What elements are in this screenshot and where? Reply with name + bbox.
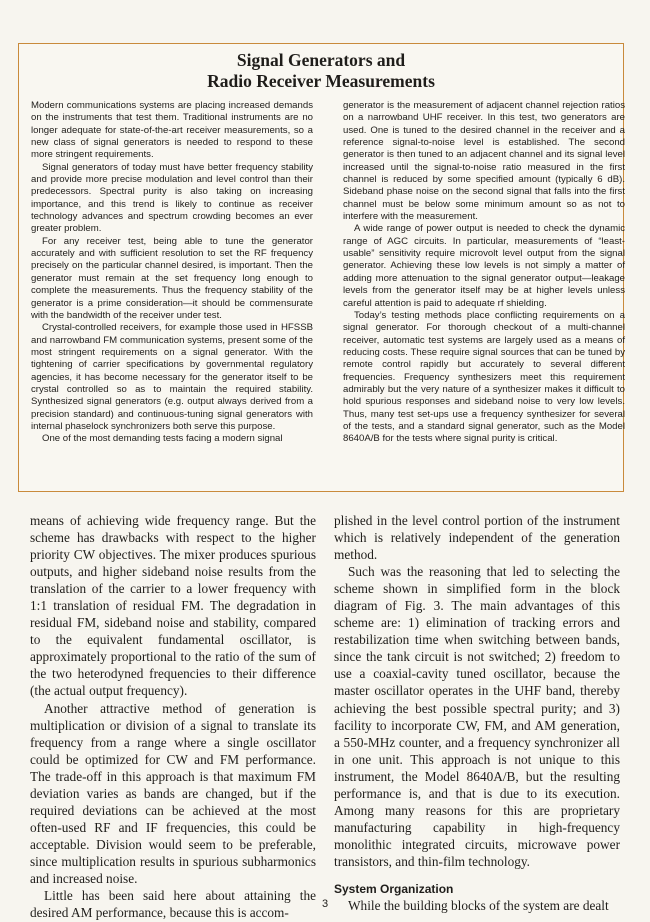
- sidebar-paragraph: For any receiver test, being able to tune the generator accurately and with sufficient resolution to set the RF frequency precisely on the particular channel desired, is important. Then the generator must remain at the set frequency long enough to complete the measurements. Thus the frequency stability of the generator is a prime consideration—it should be commensurate with the bandwidth of the receiver under test.: [31, 235, 313, 321]
- body-left-column: [30, 512, 316, 921]
- sidebar-paragraph: One of the most demanding tests facing a modern signal: [42, 433, 283, 445]
- body-paragraph: plished in the level control portion of the instrument which is relatively independent of the generation method.: [334, 513, 620, 563]
- sidebar-box: [18, 43, 624, 492]
- page-number: 3: [321, 898, 329, 910]
- sidebar-paragraph: Today’s testing methods place conflicting requirements on a signal generator. For thorough checkout of a multi-channel receiver, automatic test systems are largely used as a means of reducing costs. These require signal sources that can be tuned by remote control rapidly but accurately to several different frequencies. Frequency synthesizers meet this requirement admirably but the very nature of a synthesizer makes it difficult to hold spurious responses and sideband noise to very low levels. Thus, many test set-ups use a frequency synthesizer for several of the tests, and a standard signal generator, such as the Model 8640A/B for the tests where signal purity is critical.: [343, 309, 625, 445]
- body-paragraph: Another attractive method of generation is multiplication or division of a signal to translate its frequency from a range where a single oscillator could be optimized for CW and FM performance. The trade-off in this approach is that maximum FM deviation varies as bands are changed, but if the required deviations can be achieved at the most often-used RF and IF frequencies, this could be acceptable. Division would seem to be preferable, since multiplication results in spurious subharmonics and increased noise.: [30, 700, 316, 886]
- sidebar-paragraph: generator is the measurement of adjacent channel rejection ratios on a narrowband UHF receiver. In this test, two generators are used. One is tuned to the desired channel in the receiver and a reference signal-to-noise level is established. The second generator is then tuned to an adjacent channel and its signal level increased until the signal-to-noise ratio measured in the first channel is reduced by some specified amount (typically 6 dB). Sideband phase noise on the second signal that falls into the first channel must be below some minimum amount so as not to interfere with the measurement.: [343, 100, 625, 223]
- sidebar-title-line1: Signal Generators and: [236, 50, 406, 70]
- body-right-column: [334, 512, 620, 914]
- sidebar-title-line2: Radio Receiver Measurements: [207, 71, 435, 91]
- sidebar-title: [19, 50, 623, 92]
- sidebar-right-column: [343, 100, 625, 446]
- sidebar-paragraph: Modern communications systems are placing increased demands on the instruments that test them. Traditional instruments are no longer adequate for state-of-the-art receiver measurements, so a new class of signal generators is needed to respond to these more stringent requirements.: [31, 100, 313, 161]
- sidebar-left-column: [31, 100, 313, 446]
- body-paragraph: Little has been said here about attaining the desired AM performance, because this is accom-: [30, 888, 316, 921]
- sidebar-paragraph: Signal generators of today must have better frequency stability and provide more precise modulation and level control than their predecessors. Spectral purity is also taking on increasing importance, and this trend is likely to continue as receiver technology advances and spectrum crowding becomes an ever greater problem.: [31, 161, 313, 235]
- section-heading: System Organization: [334, 881, 454, 896]
- body-paragraph: Such was the reasoning that led to selecting the scheme shown in simplified form in the block diagram of Fig. 3. The main advantages of this scheme are: 1) elimination of tracking errors and restabilization time when switching between bands, since the tank circuit is not switched; 2) freedom to use a coaxial-cavity tuned oscillator, because the master oscillator operates in the UHF band, thereby achieving the best possible spectral purity; and 3) facility to incorporate CW, FM, and AM generation, a 550-MHz counter, and a frequency synchronizer all in one unit. This approach is not unique to this instrument, the Model 8640A/B, but the resulting performance is, and that is due to its execution. Among many reasons for this are proprietary manufacturing capability in high-frequency monolithic integrated circuits, microwave power transistors, and thin-film technology.: [334, 564, 620, 869]
- sidebar-paragraph: A wide range of power output is needed to check the dynamic range of AGC circuits. In particular, measurements of “least-usable” sensitivity require microvolt level output from the signal generator. Achieving these low levels is not simply a matter of adding more attenuation to the signal generator output—leakage levels from the generator itself may be at higher levels unless careful attention is paid to adequate rf shielding.: [343, 223, 625, 309]
- body-paragraph: means of achieving wide frequency range. But the scheme has drawbacks with respect to the higher priority CW objectives. The mixer produces spurious outputs, and higher sideband noise results from the translation of the carrier to a lower frequency with 1:1 translation of residual FM. The degradation in residual FM, sideband noise and stability, compared to the equivalent fundamental oscillator, is approximately proportional to the ratio of the sum of the two heterodyned frequencies to their difference (the actual output frequency).: [30, 513, 316, 699]
- sidebar-paragraph: Crystal-controlled receivers, for example those used in HFSSB and narrowband FM communication systems, present some of the most stringent requirements on a signal generator. With the tightening of carrier specifications by governmental regulatory agencies, it has become necessary for the generator itself to be crystal controlled so as to maintain the required stability. Synthesized signal generators (e.g. output always derived from a precision standard) and continuous-tuning signal generators with internal phaselock synchronizers both serve this purpose.: [31, 322, 313, 432]
- body-paragraph: While the building blocks of the system are dealt: [348, 897, 609, 913]
